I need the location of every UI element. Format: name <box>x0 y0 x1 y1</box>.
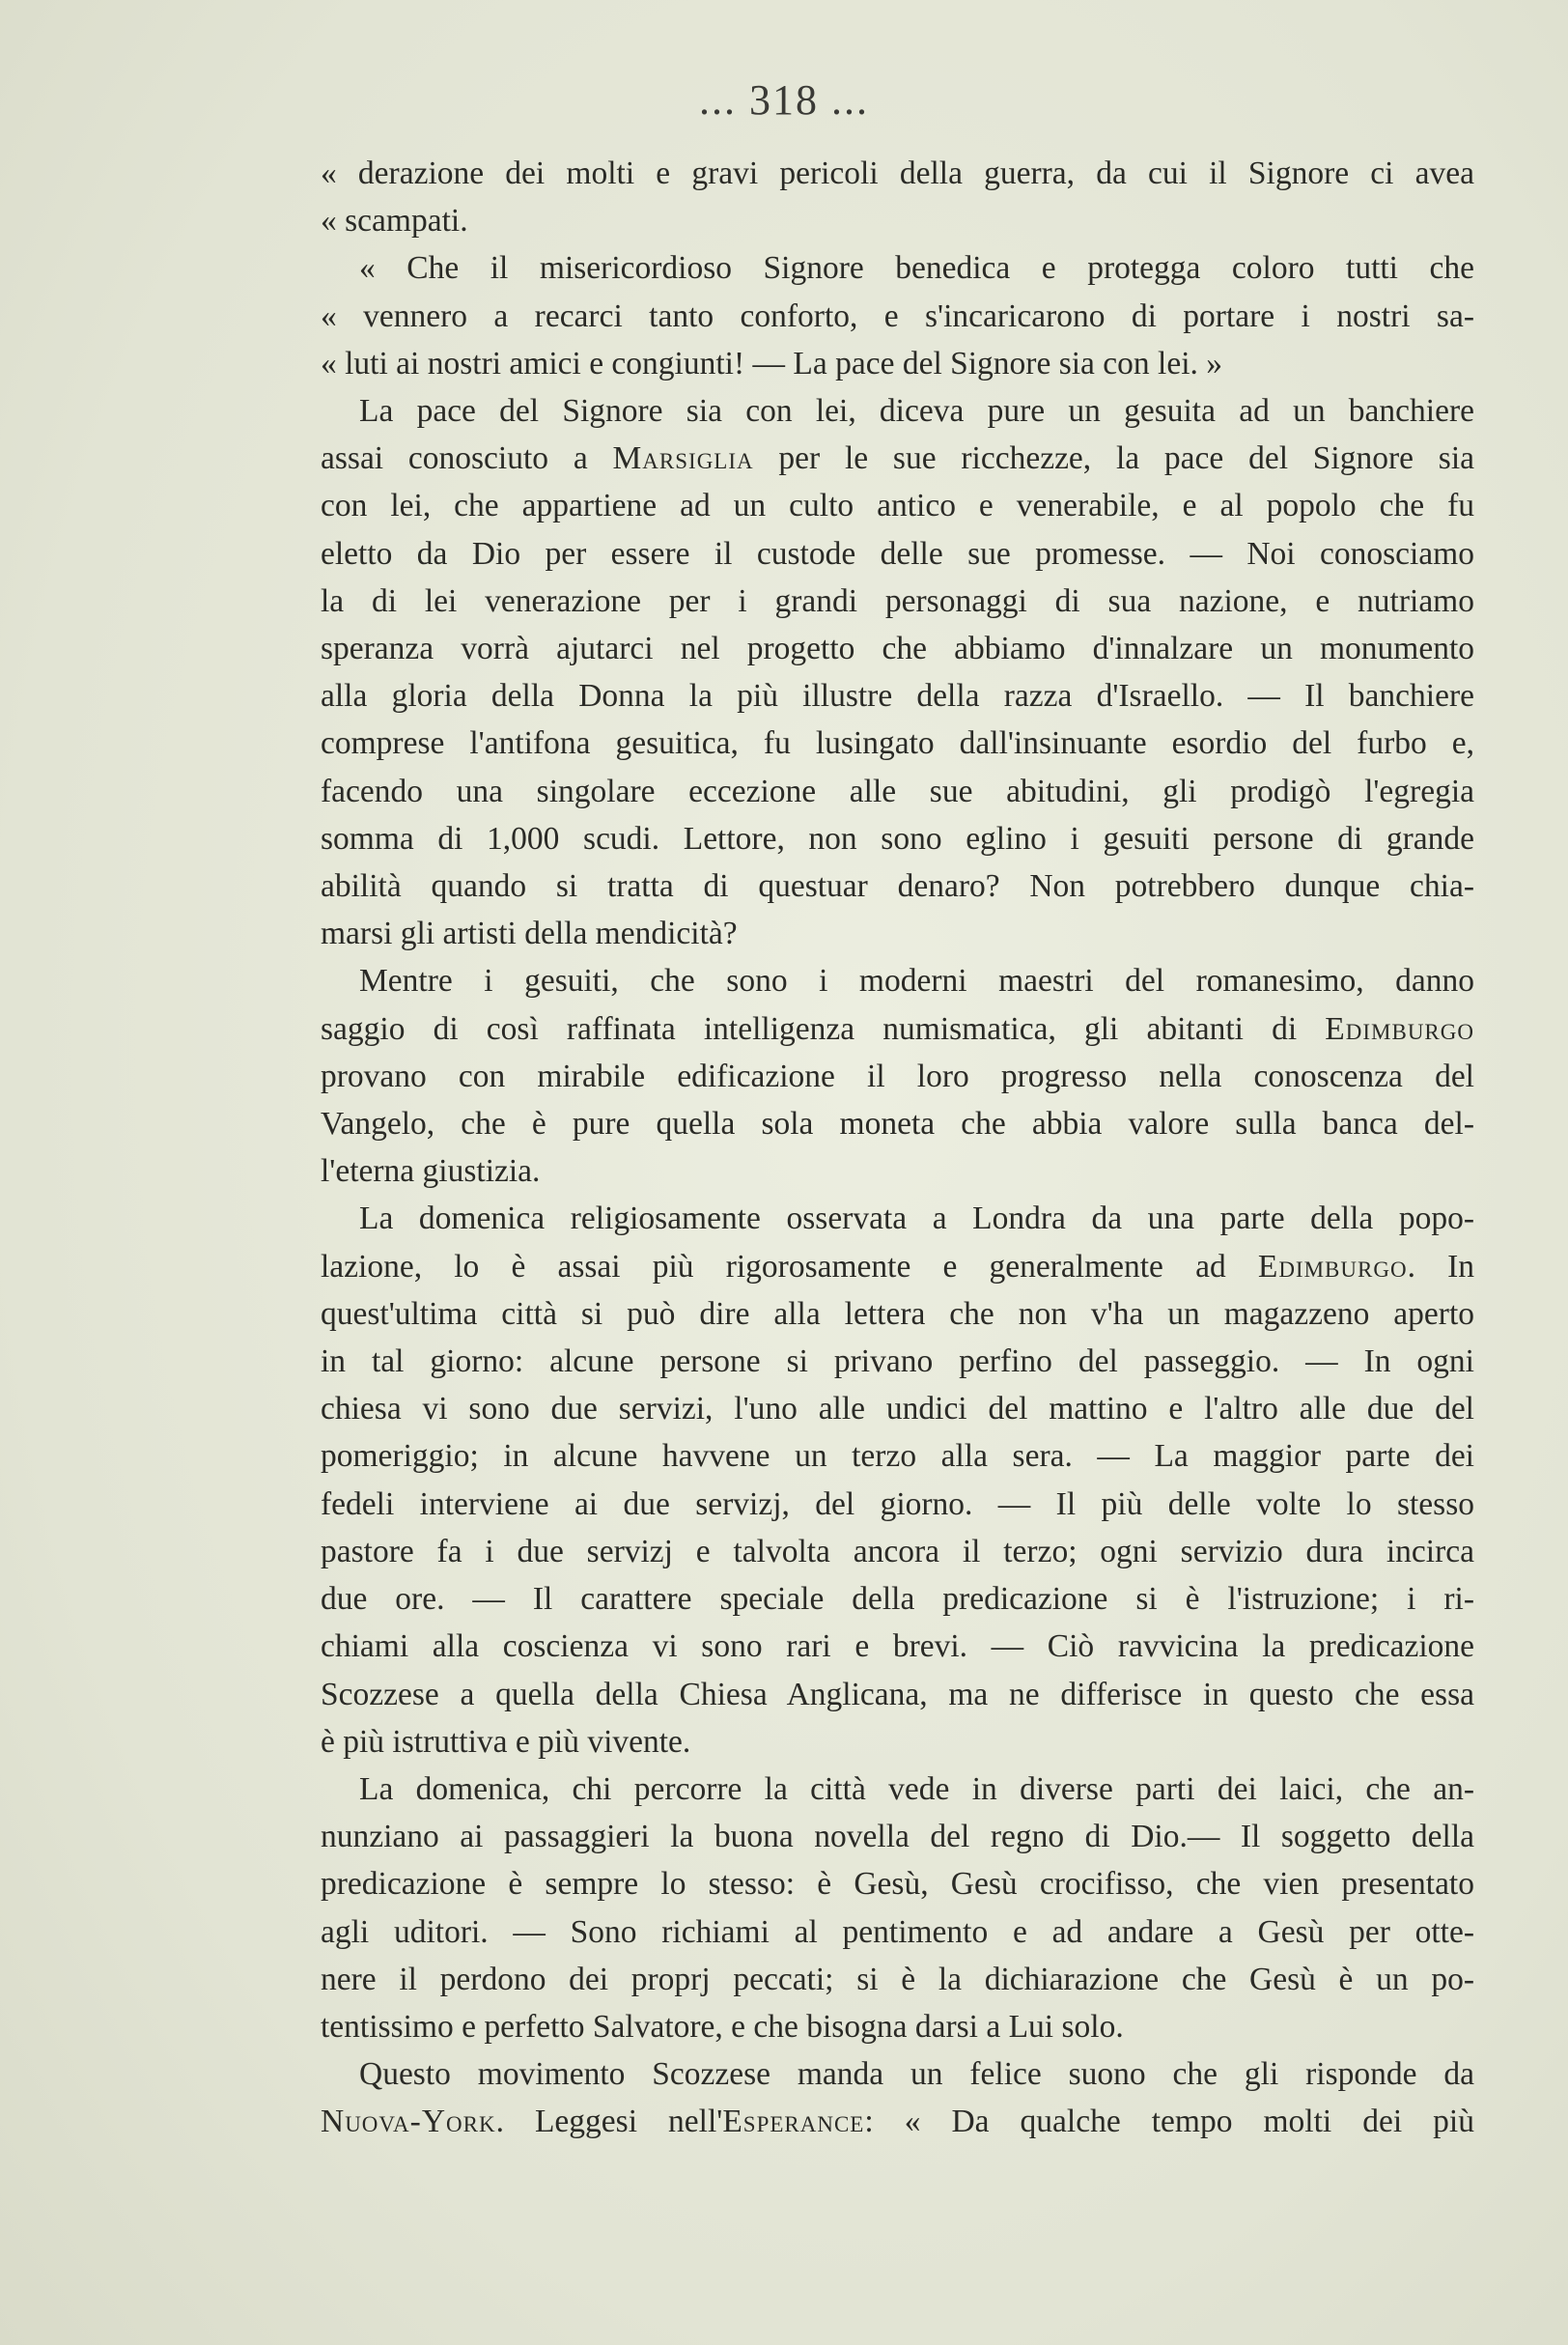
page-number: ... 318 ... <box>699 76 869 124</box>
text-line: chiami alla coscienza vi sono rari e brevi. — Ciò ravvicina la predicazione <box>321 1628 1474 1665</box>
text-line: Nuova-York. Leggesi nell'Esperance: « Da qualche tempo molti dei più <box>321 2104 1474 2140</box>
text-line: lazione, lo è assai più rigorosamente e generalmente ad Edimburgo. In <box>321 1248 1474 1285</box>
text-line: La domenica, chi percorre la città vede in diverse parti dei laici, che an- <box>359 1770 1474 1807</box>
text-line: Scozzese a quella della Chiesa Anglicana, ma ne differisce in questo che essa <box>321 1676 1474 1712</box>
text-line: con lei, che appartiene ad un culto antico e venerabile, e al popolo che fu <box>321 488 1474 524</box>
body-text <box>321 150 1474 2146</box>
text-line: chiesa vi sono due servizi, l'uno alle undici del mattino e l'altro alle due del <box>321 1391 1474 1427</box>
text-line: Vangelo, che è pure quella sola moneta che abbia valore sulla banca del- <box>321 1106 1474 1143</box>
text-line: due ore. — Il carattere speciale della predicazione si è l'istruzione; i ri- <box>321 1581 1474 1618</box>
text-line: provano con mirabile edificazione il loro progresso nella conoscenza del <box>321 1058 1474 1094</box>
text-line: agli uditori. — Sono richiami al pentimento e ad andare a Gesù per otte- <box>321 1913 1474 1950</box>
text-line: è più istruttiva e più vivente. <box>321 1723 691 1760</box>
text-line: facendo una singolare eccezione alle sue abitudini, gli prodigò l'egregia <box>321 773 1474 809</box>
text-line: nunziano ai passaggieri la buona novella del regno di Dio.— Il soggetto della <box>321 1819 1474 1855</box>
text-line: speranza vorrà ajutarci nel progetto che abbiamo d'innalzare un monumento <box>321 631 1474 667</box>
text-line: in tal giorno: alcune persone si privano perfino del passeggio. — In ogni <box>321 1343 1474 1380</box>
text-line: « vennero a recarci tanto conforto, e s'incaricarono di portare i nostri sa- <box>321 297 1474 334</box>
text-line: pastore fa i due servizj e talvolta ancora il terzo; ogni servizio dura incirca <box>321 1533 1474 1569</box>
text-line: l'eterna giustizia. <box>321 1153 541 1190</box>
text-line: quest'ultima città si può dire alla lettera che non v'ha un magazzeno aperto <box>321 1295 1474 1332</box>
text-line: assai conosciuto a Marsiglia per le sue ricchezze, la pace del Signore sia <box>321 440 1474 477</box>
text-line: La domenica religiosamente osservata a Londra da una parte della popo- <box>359 1201 1474 1237</box>
text-line: predicazione è sempre lo stesso: è Gesù, Gesù crocifisso, che vien presentato <box>321 1866 1474 1903</box>
text-line: Questo movimento Scozzese manda un felice suono che gli risponde da <box>359 2056 1474 2093</box>
text-line: nere il perdono dei proprj peccati; si è la dichiarazione che Gesù è un po- <box>321 1961 1474 1997</box>
text-line: « derazione dei molti e gravi pericoli della guerra, da cui il Signore ci avea <box>321 155 1474 191</box>
text-line: comprese l'antifona gesuitica, fu lusingato dall'insinuante esordio del furbo e, <box>321 725 1474 762</box>
text-line: « Che il misericordioso Signore benedica e protegga coloro tutti che <box>359 250 1474 287</box>
text-line: la di lei venerazione per i grandi personaggi di sua nazione, e nutriamo <box>321 582 1474 619</box>
text-line: marsi gli artisti della mendicità? <box>321 916 738 952</box>
text-line: La pace del Signore sia con lei, diceva pure un gesuita ad un banchiere <box>359 393 1474 430</box>
text-line: alla gloria della Donna la più illustre della razza d'Israello. — Il banchiere <box>321 678 1474 715</box>
text-line: « scampati. <box>321 203 468 240</box>
text-line: abilità quando si tratta di questuar denaro? Non potrebbero dunque chia- <box>321 868 1474 905</box>
text-line: pomeriggio; in alcune havvene un terzo alla sera. — La maggior parte dei <box>321 1438 1474 1475</box>
text-line: eletto da Dio per essere il custode delle sue promesse. — Noi conosciamo <box>321 535 1474 572</box>
text-line: tentissimo e perfetto Salvatore, e che bisogna darsi a Lui solo. <box>321 2008 1124 2045</box>
text-line: fedeli interviene ai due servizj, del giorno. — Il più delle volte lo stesso <box>321 1485 1474 1522</box>
text-line: Mentre i gesuiti, che sono i moderni maestri del romanesimo, danno <box>359 963 1474 1000</box>
text-line: « luti ai nostri amici e congiunti! — La pace del Signore sia con lei. » <box>321 345 1223 381</box>
text-line: saggio di così raffinata intelligenza numismatica, gli abitanti di Edimburgo <box>321 1010 1474 1047</box>
text-line: somma di 1,000 scudi. Lettore, non sono eglino i gesuiti persone di grande <box>321 820 1474 857</box>
